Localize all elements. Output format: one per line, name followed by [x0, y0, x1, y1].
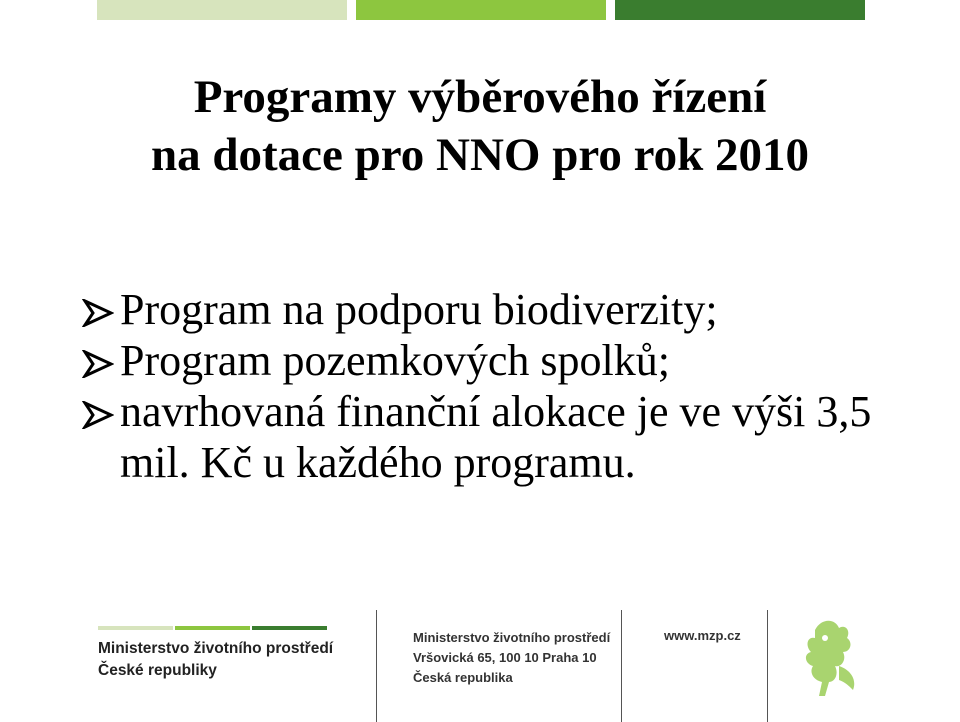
footer-strip-mid	[175, 626, 250, 630]
address-line2: Vršovická 65, 100 10 Praha 10	[413, 650, 597, 665]
bullet-list	[82, 284, 942, 488]
bullet-item	[82, 335, 942, 386]
footer-strip-light	[98, 626, 173, 630]
ministry-logo-text	[98, 638, 333, 682]
footer-divider	[621, 610, 622, 722]
arrow-bullet-icon	[82, 299, 114, 327]
bullet-text: navrhovaná finanční alokace je ve výši 3,5 mil. Kč u každého programu.	[120, 387, 872, 487]
bullet-item	[82, 284, 942, 335]
lion-emblem-icon	[795, 612, 865, 702]
footer-divider	[767, 610, 768, 722]
slide-title	[0, 68, 960, 184]
ministry-name-line2: České republiky	[98, 662, 217, 679]
top-bar-light-green	[97, 0, 347, 20]
ministry-name-line1: Ministerstvo životního prostředí	[98, 640, 334, 657]
bullet-text: Program pozemkových spolků;	[120, 336, 670, 385]
arrow-bullet-icon	[82, 350, 114, 378]
top-bar-mid-green	[356, 0, 606, 20]
website-link[interactable]: www.mzp.cz	[664, 628, 741, 643]
bullet-item	[82, 386, 942, 488]
footer-divider	[376, 610, 377, 722]
slide-title-line2: na dotace pro NNO pro rok 2010	[150, 129, 810, 181]
arrow-bullet-icon	[82, 401, 114, 429]
bullet-text: Program na podporu biodiverzity;	[120, 285, 718, 334]
address-line1: Ministerstvo životního prostředí	[413, 630, 611, 645]
footer-strip-dark	[252, 626, 327, 630]
address-line3: Česká republika	[413, 670, 513, 685]
ministry-address	[413, 628, 610, 688]
top-bar-dark-green	[615, 0, 865, 20]
slide-title-line1: Programy výběrového řízení	[193, 71, 767, 123]
